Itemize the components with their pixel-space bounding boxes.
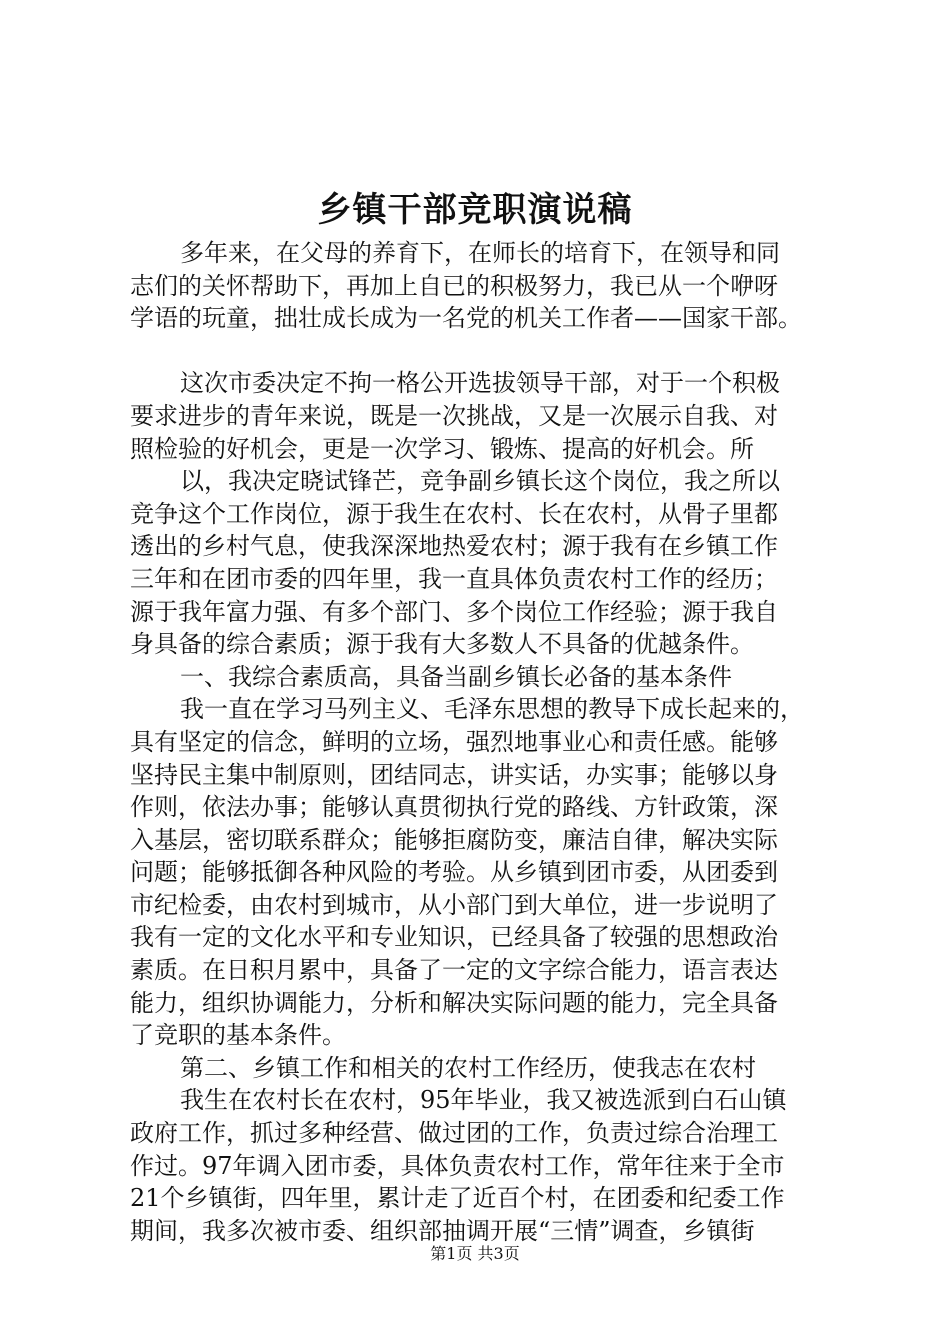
page-number-footer: 第1页 共3页 bbox=[430, 1244, 520, 1263]
text-line: 能力，组织协调能力，分析和解决实际问题的能力，完全具备 bbox=[130, 988, 778, 1017]
text-line: 我生在农村长在农村，95年毕业，我又被选派到白石山镇 bbox=[180, 1086, 787, 1115]
text-line: 期间，我多次被市委、组织部抽调开展“三情”调查，乡镇街 bbox=[130, 1216, 755, 1245]
text-line: 21个乡镇街，四年里，累计走了近百个村，在团委和纪委工作 bbox=[130, 1184, 785, 1213]
section-heading: 一、我综合素质高，具备当副乡镇长必备的基本条件 bbox=[180, 662, 732, 691]
text-line: 多年来，在父母的养育下，在师长的培育下，在领导和同 bbox=[180, 239, 780, 267]
document-body bbox=[130, 237, 842, 1247]
text-line: 身具备的综合素质；源于我有大多数人不具备的优越条件。 bbox=[130, 630, 754, 659]
text-line: 问题；能够抵御各种风险的考验。从乡镇到团市委，从团委到 bbox=[130, 858, 778, 887]
text-line: 我有一定的文化水平和专业知识，已经具备了较强的思想政治 bbox=[130, 923, 778, 952]
section-heading: 第二、乡镇工作和相关的农村工作经历，使我志在农村 bbox=[180, 1053, 756, 1082]
text-line: 源于我年富力强、有多个部门、多个岗位工作经验；源于我自 bbox=[130, 597, 778, 626]
blank-line bbox=[130, 335, 842, 368]
text-line: 竞争这个工作岗位，源于我生在农村、长在农村，从骨子里都 bbox=[130, 499, 778, 528]
text-line: 要求进步的青年来说，既是一次挑战，又是一次展示自我、对 bbox=[130, 401, 778, 430]
text-line: 具有坚定的信念，鲜明的立场，强烈地事业心和责任感。能够 bbox=[130, 727, 778, 756]
text-line: 作则，依法办事；能够认真贯彻执行党的路线、方针政策，深 bbox=[130, 793, 778, 822]
text-line: 坚持民主集中制原则，团结同志，讲实话，办实事；能够以身 bbox=[130, 760, 778, 789]
text-line: 以，我决定晓试锋芒，竞争副乡镇长这个岗位，我之所以 bbox=[180, 467, 780, 496]
text-line: 透出的乡村气息，使我深深地热爱农村；源于我有在乡镇工作 bbox=[130, 532, 778, 561]
text-line: 志们的关怀帮助下，再加上自已的积极努力，我已从一个咿呀 bbox=[130, 271, 778, 300]
text-line: 这次市委决定不拘一格公开选拔领导干部，对于一个积极 bbox=[180, 369, 780, 398]
document-title: 乡镇干部竞职演说稿 bbox=[317, 190, 633, 230]
text-line: 素质。在日积月累中，具备了一定的文字综合能力，语言表达 bbox=[130, 956, 778, 985]
text-line: 作过。97年调入团市委，具体负责农村工作，常年往来于全市 bbox=[130, 1151, 785, 1180]
text-line: 市纪检委，由农村到城市，从小部门到大单位，进一步说明了 bbox=[130, 890, 778, 919]
text-line: 我一直在学习马列主义、毛泽东思想的教导下成长起来的， bbox=[180, 695, 804, 724]
text-line: 学语的玩童，拙壮成长成为一名党的机关工作者——国家干部。 bbox=[130, 304, 802, 333]
text-line: 照检验的好机会，更是一次学习、锻炼、提高的好机会。所 bbox=[130, 434, 754, 463]
text-line: 了竞职的基本条件。 bbox=[130, 1021, 346, 1050]
text-line: 三年和在团市委的四年里，我一直具体负责农村工作的经历； bbox=[130, 564, 778, 593]
text-line: 入基层，密切联系群众；能够拒腐防变，廉洁自律，解决实际 bbox=[130, 825, 778, 854]
text-line: 政府工作，抓过多种经营、做过团的工作，负责过综合治理工 bbox=[130, 1119, 778, 1148]
